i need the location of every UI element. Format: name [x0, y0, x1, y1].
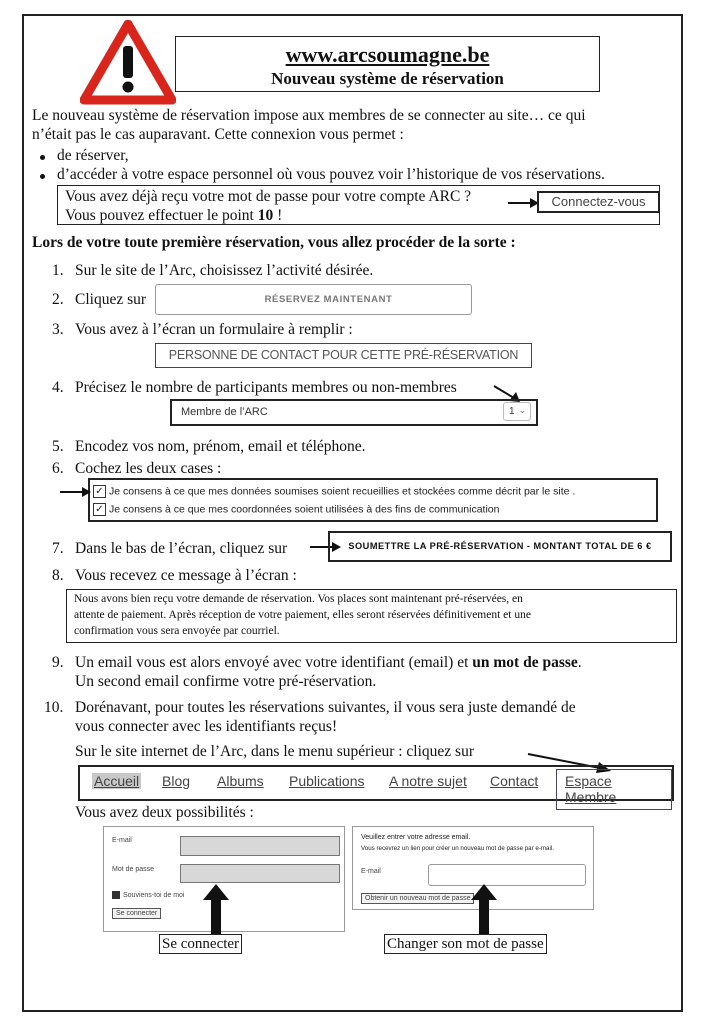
page-subtitle: Nouveau système de réservation: [271, 69, 504, 88]
nav-item-a-notre-sujet[interactable]: A notre sujet: [389, 773, 467, 789]
step-text: Sur le site de l’Arc, choisissez l’activité désirée.: [75, 262, 374, 279]
step-text: Dorénavant, pour toutes les réservations suivantes, il vous sera juste demandé de: [75, 699, 576, 716]
bullet-dot: [40, 174, 45, 179]
step-text: Cliquez sur: [75, 291, 147, 308]
intro-line-1: Le nouveau système de réservation impose aux membres de se connecter au site… ce qui: [32, 107, 586, 124]
step-number: 10.: [44, 699, 64, 716]
login-email-field[interactable]: [180, 836, 340, 856]
submit-prereservation-button[interactable]: SOUMETTRE LA PRÉ-RÉSERVATION - MONTANT TOTAL DE 6 €: [328, 531, 672, 562]
step-number: 3.: [52, 321, 64, 338]
site-nav-bar: [78, 765, 674, 805]
step-text: Précisez le nombre de participants membres ou non-membres: [75, 379, 457, 396]
nav-item-contact[interactable]: Contact: [490, 773, 539, 789]
warning-triangle-icon: [80, 20, 176, 106]
step-number: 4.: [52, 379, 64, 396]
site-url: www.arcsoumagne.be: [285, 42, 490, 67]
chevron-down-icon: ⌄: [518, 405, 526, 415]
step-number: 8.: [52, 567, 64, 584]
step-number: 7.: [52, 540, 64, 557]
consent-checkbox-contact[interactable]: ✓ Je consens à ce que mes coordonnées soient utilisées à des fins de communication: [93, 503, 499, 516]
step-text: vous connecter avec les identifiants reçus!: [75, 718, 338, 735]
login-password-field[interactable]: [180, 864, 340, 883]
reserve-now-button[interactable]: RÉSERVEZ MAINTENANT: [155, 284, 472, 315]
nav-item-espace-membre[interactable]: Espace Membre: [556, 769, 672, 810]
password-line-1: Vous avez déjà reçu votre mot de passe pour votre compte ARC ?: [65, 188, 472, 205]
check-icon: ✓: [93, 503, 106, 516]
login-submit-button[interactable]: Se connecter: [112, 908, 161, 919]
step-text: Dans le bas de l’écran, cliquez sur: [75, 540, 288, 557]
procedure-heading: Lors de votre toute première réservation, vous allez procéder de la sorte :: [32, 234, 516, 251]
nav-item-blog[interactable]: Blog: [162, 773, 191, 789]
two-options-text: Vous avez deux possibilités :: [75, 804, 254, 821]
step-text: Vous avez à l’écran un formulaire à remplir :: [75, 321, 353, 338]
intro-paragraph: [32, 106, 672, 144]
password-line-2: Vous pouvez effectuer le point 10 !: [65, 207, 283, 224]
login-caption: Se connecter: [159, 934, 242, 954]
reset-email-field[interactable]: [428, 864, 586, 886]
title-box: [175, 36, 600, 92]
step-text: Sur le site internet de l’Arc, dans le menu supérieur : cliquez sur: [75, 743, 474, 760]
nav-item-publications[interactable]: Publications: [289, 773, 365, 789]
nav-item-albums[interactable]: Albums: [217, 773, 264, 789]
select-label: Membre de l’ARC: [181, 406, 268, 418]
checkbox-icon: [112, 891, 120, 899]
bullet-item: d’accéder à votre espace personnel où vous pouvez voir l’historique de vos réservations.: [57, 166, 605, 183]
connect-button[interactable]: Connectez-vous: [537, 191, 660, 213]
step-number: 6.: [52, 460, 64, 477]
password-label: Mot de passe: [112, 866, 155, 873]
bullet-dot: [40, 155, 45, 160]
nav-item-accueil[interactable]: Accueil: [94, 773, 140, 789]
confirmation-message: Nous avons bien reçu votre demande de réservation. Vos places sont maintenant pré-réservées, en attente de paiement. Après réception de votre paiement, elles seront réservées définitivement et une confirmation vous sera envoyée par courriel.: [74, 593, 531, 637]
reset-caption: Changer son mot de passe: [384, 934, 547, 954]
arrow-right-icon: [60, 486, 92, 498]
step-text: Vous recevez ce message à l’écran :: [75, 567, 297, 584]
reset-email-label: E-mail: [361, 868, 381, 875]
participants-count-select[interactable]: 1 ⌄: [503, 402, 531, 421]
step-number: 9.: [52, 654, 64, 671]
step-number: 5.: [52, 438, 64, 455]
step-text: Cochez les deux cases :: [75, 460, 222, 477]
step-number: 2.: [52, 291, 64, 308]
intro-line-2: n’était pas le cas auparavant. Cette connexion vous permet :: [32, 126, 404, 143]
arrow-right-icon: [508, 197, 540, 209]
reset-instruction-2: Vous recevrez un lien pour créer un nouveau mot de passe par e-mail.: [361, 845, 554, 852]
step-text: Un second email confirme votre pré-réservation.: [75, 673, 377, 690]
email-label: E-mail: [112, 837, 132, 844]
bullet-item: de réserver,: [57, 147, 129, 164]
step-text: Encodez vos nom, prénom, email et téléphone.: [75, 438, 366, 455]
consent-checkbox-data[interactable]: ✓ Je consens à ce que mes données soumises soient recueillies et stockées comme décrit par le site .: [93, 485, 575, 498]
arrow-up-icon: [471, 884, 497, 934]
contact-form-title: PERSONNE DE CONTACT POUR CETTE PRÉ-RÉSERVATION: [155, 343, 532, 368]
remember-me-checkbox[interactable]: Souviens-toi de moi: [112, 891, 184, 899]
get-new-password-button[interactable]: Obtenir un nouveau mot de passe: [361, 893, 474, 904]
reset-instruction-1: Veuillez entrer votre adresse email.: [361, 834, 471, 841]
step-text: Un email vous est alors envoyé avec votre identifiant (email) et un mot de passe.: [75, 654, 582, 671]
step-number: 1.: [52, 262, 64, 279]
arrow-up-icon: [203, 884, 229, 934]
check-icon: ✓: [93, 485, 106, 498]
